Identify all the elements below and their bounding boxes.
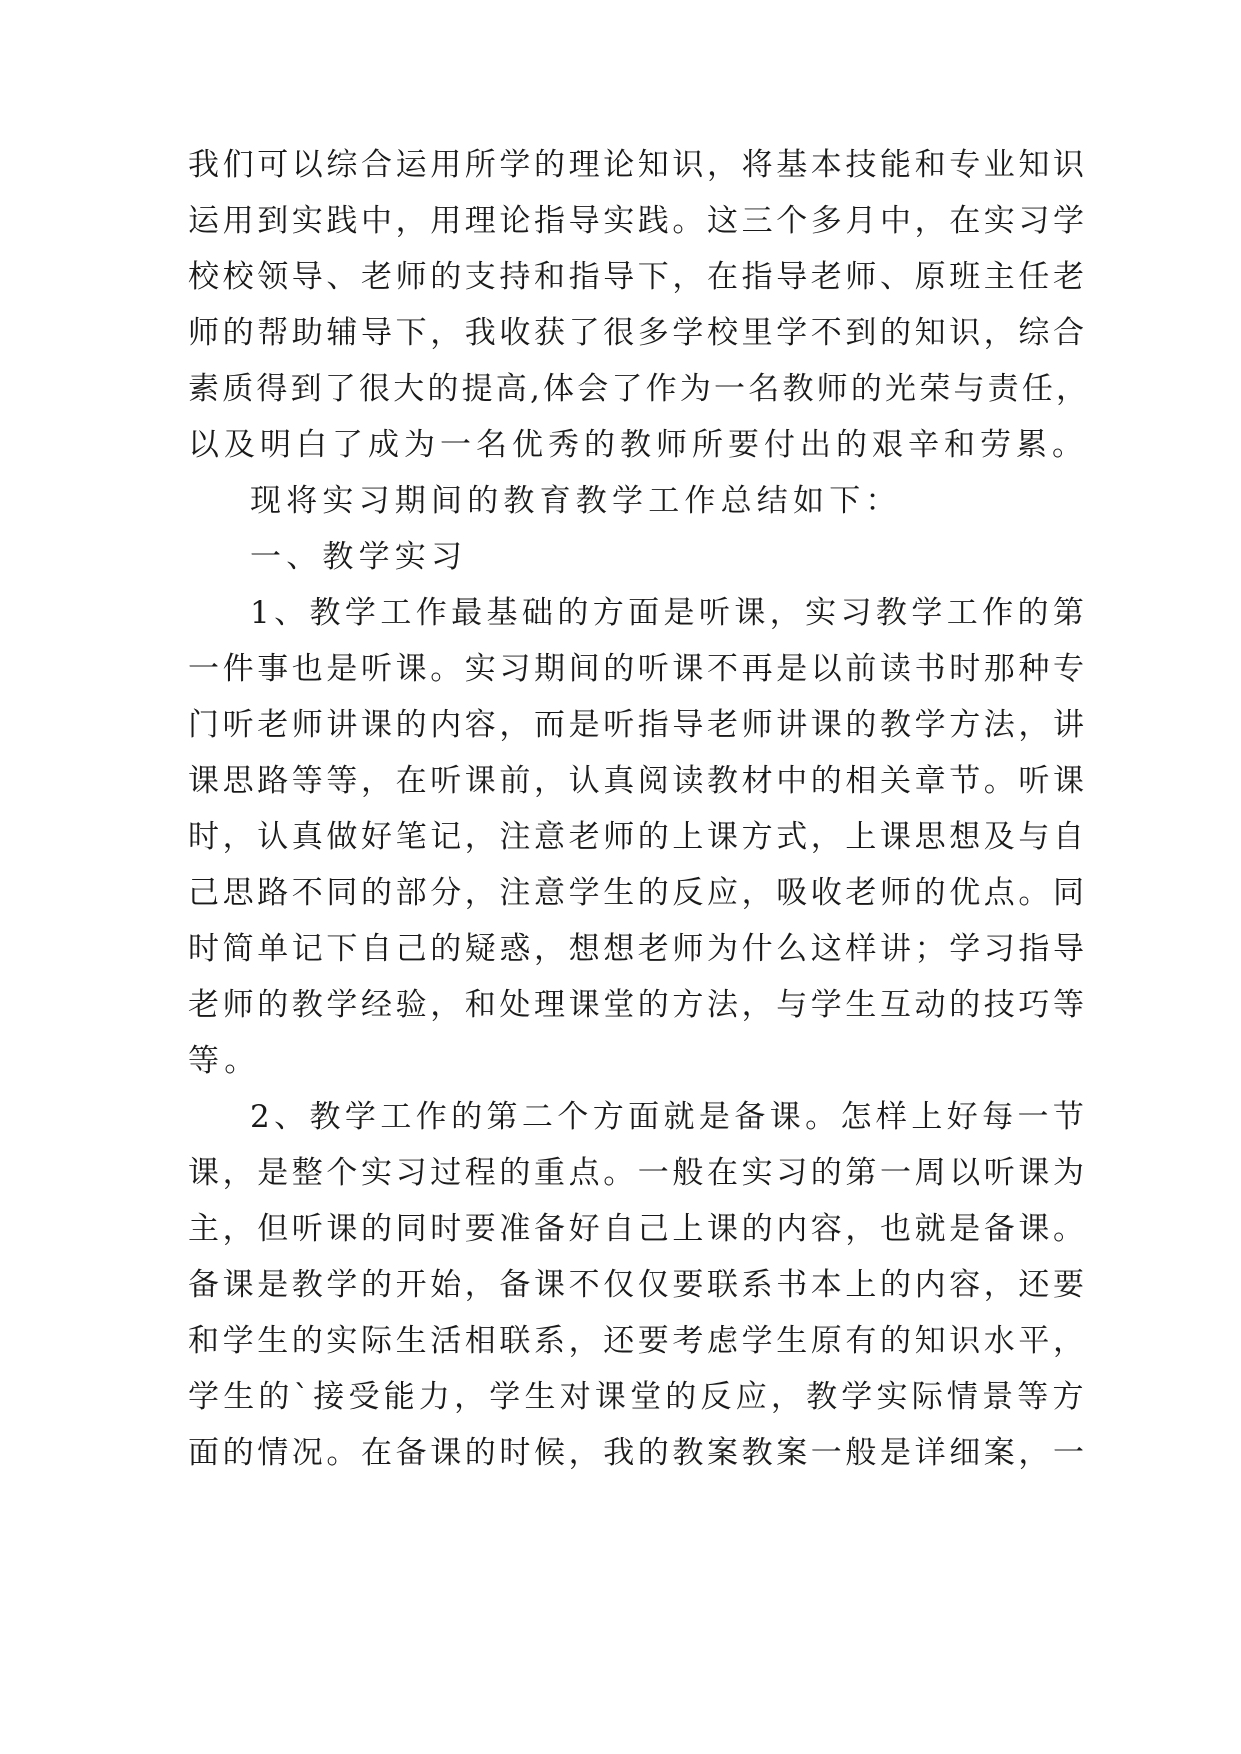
text-line: 等。 <box>188 1043 261 1079</box>
text-line: 面的情况。在备课的时候，我的教案教案一般是详细案，一 <box>188 1435 1088 1471</box>
text-line: 师的帮助辅导下，我收获了很多学校里学不到的知识，综合 <box>188 315 1088 351</box>
text-line: 和学生的实际生活相联系，还要考虑学生原有的知识水平， <box>188 1323 1088 1359</box>
text-line: 素质得到了很大的提高,体会了作为一名教师的光荣与责任， <box>188 371 1091 407</box>
text-line: 以及明白了成为一名优秀的教师所要付出的艰辛和劳累。 <box>188 427 1088 463</box>
text-line: 时，认真做好笔记，注意老师的上课方式，上课思想及与自 <box>188 819 1088 855</box>
text-line: 现将实习期间的教育教学工作总结如下： <box>250 483 902 519</box>
text-line: 学生的`接受能力，学生对课堂的反应，教学实际情景等方 <box>188 1379 1088 1415</box>
text-line: 老师的教学经验，和处理课堂的方法，与学生互动的技巧等 <box>188 987 1088 1023</box>
text-line: 课思路等等，在听课前，认真阅读教材中的相关章节。听课 <box>188 763 1088 799</box>
text-line: 门听老师讲课的内容，而是听指导老师讲课的教学方法，讲 <box>188 707 1088 743</box>
text-line: 一件事也是听课。实习期间的听课不再是以前读书时那种专 <box>188 651 1088 687</box>
text-line: 校校领导、老师的支持和指导下，在指导老师、原班主任老 <box>188 259 1088 295</box>
text-line: 己思路不同的部分，注意学生的反应，吸收老师的优点。同 <box>188 875 1088 911</box>
text-line: 我们可以综合运用所学的理论知识，将基本技能和专业知识 <box>188 147 1088 183</box>
text-line: 课，是整个实习过程的重点。一般在实习的第一周以听课为 <box>188 1155 1088 1191</box>
text-line: 1、教学工作最基础的方面是听课，实习教学工作的第 <box>250 595 1089 631</box>
text-line: 运用到实践中，用理论指导实践。这三个多月中，在实习学 <box>188 203 1088 239</box>
text-line: 备课是教学的开始，备课不仅仅要联系书本上的内容，还要 <box>188 1267 1088 1303</box>
text-line: 时简单记下自己的疑惑，想想老师为什么这样讲；学习指导 <box>188 931 1088 967</box>
text-line: 2、教学工作的第二个方面就是备课。怎样上好每一节 <box>250 1099 1089 1135</box>
text-line: 主，但听课的同时要准备好自己上课的内容，也就是备课。 <box>188 1211 1088 1247</box>
section-heading: 一、教学实习 <box>250 539 468 575</box>
